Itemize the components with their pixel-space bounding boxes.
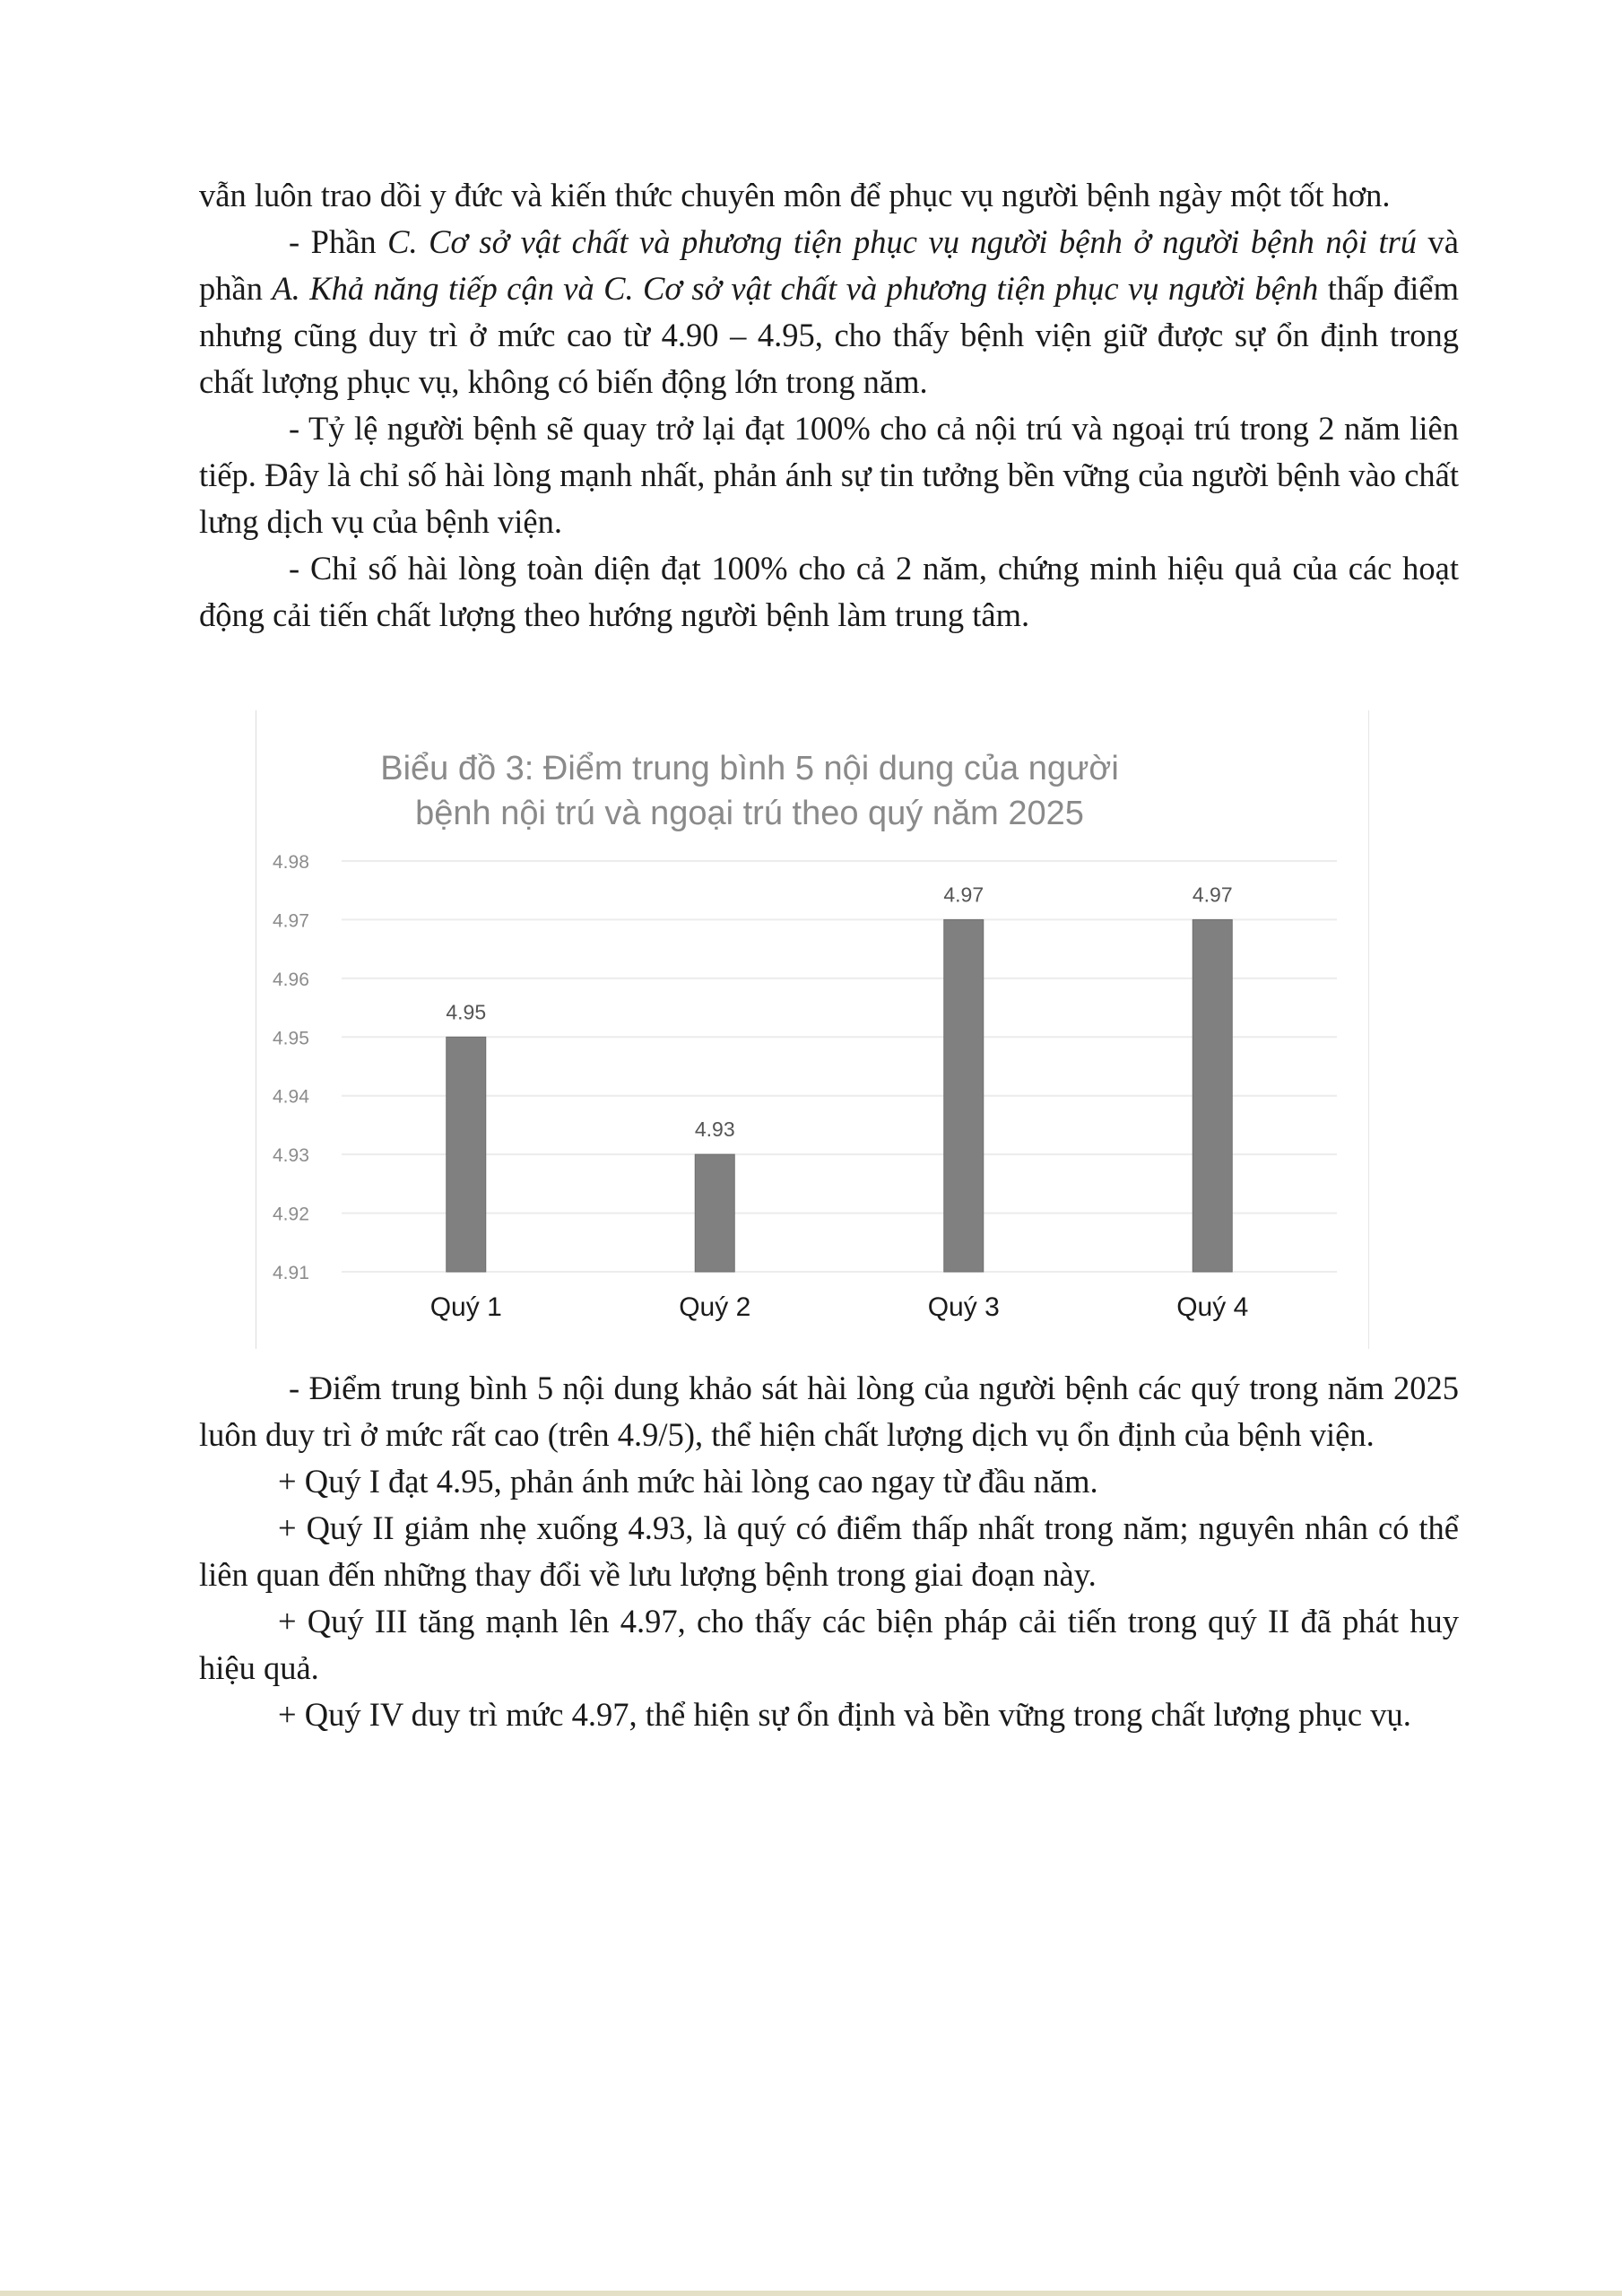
y-tick-label: 4.95: [273, 1028, 309, 1049]
analysis-quarter-4: + Quý IV duy trì mức 4.97, thể hiện sự ổn định và bền vững trong chất lượng phục vụ.: [278, 1696, 1411, 1733]
category-label-1: Quý 1: [429, 1292, 502, 1322]
bar-3: [944, 919, 984, 1272]
intro-p2-italic-1: C. Cơ sở vật chất và phương tiện phục vụ người bệnh ở người bệnh nội trú: [387, 223, 1418, 260]
bar-4: [1193, 919, 1232, 1272]
bar-chart: [256, 710, 1368, 1349]
intro-p2-italic-2: A. Khả năng tiếp cận và C. Cơ sở vật chất và phương tiện phục vụ người bệnh: [272, 270, 1319, 307]
bar-1: [447, 1037, 486, 1272]
intro-p2-mid: và phần: [199, 223, 1460, 307]
chart-title-line-1: Biểu đồ 3: Điểm trung bình 5 nội dung của người: [380, 750, 1119, 787]
intro-paragraph-4: - Chỉ số hài lòng toàn diện đạt 100% cho cả 2 năm, chứng minh hiệu quả của các hoạt động cải tiến chất lượng theo hướng người bệnh làm trung tâm.: [199, 550, 1459, 633]
intro-paragraph-3: - Tỷ lệ người bệnh sẽ quay trở lại đạt 100% cho cả nội trú và ngoại trú trong 2 năm liên tiếp. Đây là chỉ số hài lòng mạnh nhất, phản ánh sự tin tưởng bền vững của người bệnh vào chất lưng dịch vụ của bệnh viện.: [199, 410, 1459, 540]
y-tick-label: 4.94: [273, 1086, 309, 1108]
y-tick-label: 4.91: [273, 1263, 309, 1283]
category-label-2: Quý 2: [679, 1292, 751, 1322]
category-label-4: Quý 4: [1176, 1292, 1249, 1322]
analysis-section: [199, 1365, 1459, 1738]
y-tick-label: 4.92: [273, 1204, 309, 1225]
data-label-4: 4.97: [1192, 883, 1233, 907]
analysis-paragraph-1: - Điểm trung bình 5 nội dung khảo sát hài lòng của người bệnh các quý trong năm 2025 luôn duy trì ở mức rất cao (trên 4.9/5), thể hiện chất lượng dịch vụ ổn định của bệnh viện.: [199, 1370, 1459, 1453]
bar-2: [695, 1154, 734, 1272]
data-label-2: 4.93: [694, 1118, 735, 1142]
scan-edge: [0, 2291, 1622, 2296]
y-tick-label: 4.98: [273, 852, 309, 873]
intro-paragraph-2: [199, 219, 1459, 405]
y-tick-label: 4.93: [273, 1145, 309, 1167]
intro-section: [199, 172, 1459, 639]
analysis-quarter-3: + Quý III tăng mạnh lên 4.97, cho thấy các biện pháp cải tiến trong quý II đã phát huy hiệu quả.: [199, 1603, 1459, 1686]
intro-p2-rest: thấp điểm nhưng cũng duy trì ở mức cao từ 4.90 – 4.95, cho thấy bệnh viện giữ được sự ổn định trong chất lượng phục vụ, không có biến động lớn trong năm.: [199, 270, 1460, 400]
category-label-3: Quý 3: [927, 1292, 1000, 1322]
intro-paragraph-1: vẫn luôn trao dồi y đức và kiến thức chuyên môn để phục vụ người bệnh ngày một tốt hơn.: [199, 177, 1391, 213]
chart-title-line-2: bệnh nội trú và ngoại trú theo quý năm 2025: [415, 795, 1084, 832]
analysis-quarter-2: + Quý II giảm nhẹ xuống 4.93, là quý có điểm thấp nhất trong năm; nguyên nhân có thể liên quan đến những thay đổi về lưu lượng bệnh trong giai đoạn này.: [199, 1509, 1459, 1593]
analysis-quarter-1: + Quý I đạt 4.95, phản ánh mức hài lòng cao ngay từ đầu năm.: [278, 1463, 1098, 1500]
data-label-1: 4.95: [446, 1000, 487, 1024]
chart-container: [256, 710, 1369, 1349]
data-label-3: 4.97: [943, 883, 984, 907]
intro-p2-dash: - Phần: [289, 223, 388, 260]
y-tick-label: 4.97: [273, 910, 309, 932]
y-tick-label: 4.96: [273, 969, 309, 990]
